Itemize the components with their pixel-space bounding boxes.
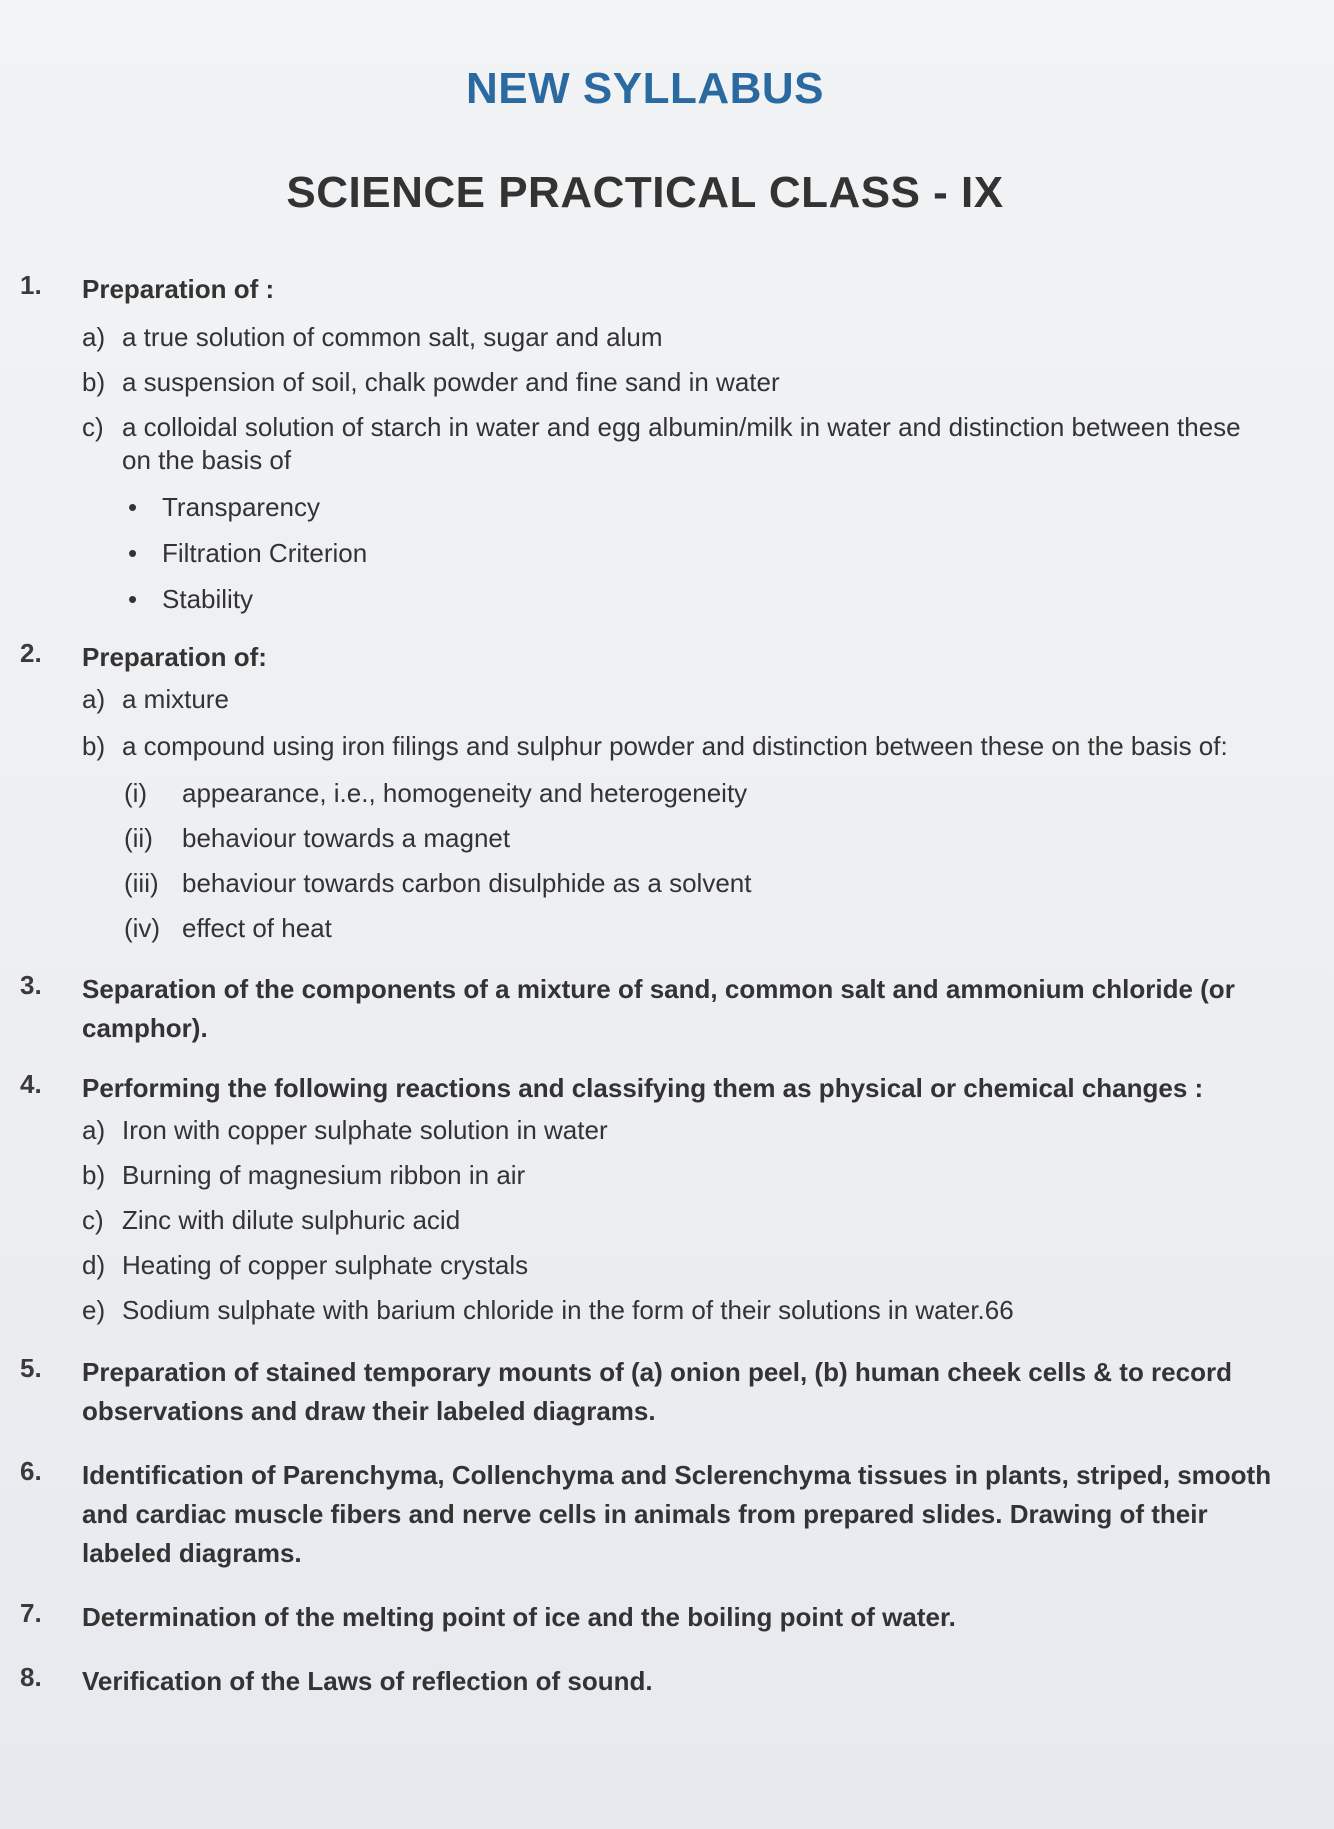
list-item (82, 366, 1280, 399)
item-text: Sodium sulphate with barium chloride in the form of their solutions in water.66 (122, 1295, 1014, 1325)
bullet-text: Stability (162, 584, 254, 614)
sub-item-text: effect of heat (182, 913, 332, 943)
list-item (82, 1249, 1280, 1282)
section-heading: Performing the following reactions and classifying them as physical or chemical changes : (82, 1073, 1204, 1103)
sub-item-label: (iii) (124, 868, 159, 898)
item-label: e) (82, 1295, 106, 1325)
section-heading: Preparation of stained temporary mounts of (a) onion peel, (b) human cheek cells & to record observations and draw their labeled diagrams. (82, 1357, 1232, 1426)
bullet-text: Transparency (162, 492, 320, 522)
item-label: a) (82, 322, 106, 352)
section-number: 3. (20, 970, 42, 1000)
sub-item-label: (iv) (124, 913, 161, 943)
section-8 (20, 1662, 1280, 1701)
list-item (82, 1204, 1280, 1237)
list-item (82, 730, 1280, 763)
bullet-item (124, 583, 1280, 616)
section-4 (20, 1069, 1280, 1327)
section-number: 1. (20, 270, 42, 300)
section-6 (20, 1456, 1280, 1573)
section-heading: Preparation of : (82, 274, 275, 304)
sub-item-text: behaviour towards a magnet (182, 823, 511, 853)
page-subtitle: SCIENCE PRACTICAL CLASS - IX (286, 168, 1004, 217)
section-number: 8. (20, 1662, 42, 1692)
list-item (82, 1114, 1280, 1147)
list-item (82, 411, 1280, 477)
item-text: a true solution of common salt, sugar and alum (122, 322, 663, 352)
section-heading: Verification of the Laws of reflection of sound. (82, 1666, 653, 1696)
bullet-icon: • (128, 538, 138, 568)
section-number: 4. (20, 1069, 42, 1099)
item-text: a suspension of soil, chalk powder and fine sand in water (122, 367, 780, 397)
sub-item (124, 777, 1280, 810)
item-text: Burning of magnesium ribbon in air (122, 1160, 526, 1190)
section-heading: Preparation of: (82, 642, 267, 672)
section-7 (20, 1598, 1280, 1637)
sub-item (124, 912, 1280, 945)
item-label: c) (82, 412, 104, 442)
item-label: b) (82, 1160, 106, 1190)
section-heading: Separation of the components of a mixture of sand, common salt and ammonium chloride (or camphor). (82, 974, 1235, 1043)
section-number: 7. (20, 1598, 42, 1628)
bullet-icon: • (128, 492, 138, 522)
section-heading: Identification of Parenchyma, Collenchyma and Sclerenchyma tissues in plants, striped, smooth and cardiac muscle fibers and nerve cells in animals from prepared slides. Drawing of their labeled diagrams. (82, 1460, 1272, 1568)
sub-item (124, 822, 1280, 855)
item-text: a mixture (122, 684, 229, 714)
section-2 (20, 638, 1280, 945)
section-3 (20, 970, 1280, 1048)
item-text: Heating of copper sulphate crystals (122, 1250, 529, 1280)
item-label: b) (82, 731, 106, 761)
sub-item (124, 867, 1280, 900)
page-title: NEW SYLLABUS (466, 64, 824, 113)
bullet-item (124, 537, 1280, 570)
bullet-item (124, 491, 1280, 524)
list-item (82, 1159, 1280, 1192)
list-item (82, 321, 1280, 354)
item-label: a) (82, 684, 106, 714)
list-item (82, 683, 1280, 716)
item-label: b) (82, 367, 106, 397)
bullet-icon: • (128, 584, 138, 614)
syllabus-list (20, 270, 1280, 1701)
sub-item-text: behaviour towards carbon disulphide as a solvent (182, 868, 752, 898)
section-number: 2. (20, 638, 42, 668)
sub-item-text: appearance, i.e., homogeneity and heterogeneity (182, 778, 748, 808)
sub-item-label: (ii) (124, 823, 153, 853)
item-label: d) (82, 1250, 106, 1280)
item-text: Iron with copper sulphate solution in water (122, 1115, 608, 1145)
sub-item-label: (i) (124, 778, 148, 808)
section-number: 5. (20, 1353, 42, 1383)
section-5 (20, 1353, 1280, 1431)
section-1 (20, 270, 1280, 616)
section-number: 6. (20, 1456, 42, 1486)
item-text: a compound using iron filings and sulphur powder and distinction between these on the basis of: (122, 731, 1228, 761)
section-heading: Determination of the melting point of ice and the boiling point of water. (82, 1602, 956, 1632)
item-label: c) (82, 1205, 104, 1235)
item-text: Zinc with dilute sulphuric acid (122, 1205, 461, 1235)
item-text: a colloidal solution of starch in water and egg albumin/milk in water and distinction between these on the basis of (122, 412, 1241, 475)
item-label: a) (82, 1115, 106, 1145)
bullet-text: Filtration Criterion (162, 538, 368, 568)
list-item (82, 1294, 1280, 1327)
